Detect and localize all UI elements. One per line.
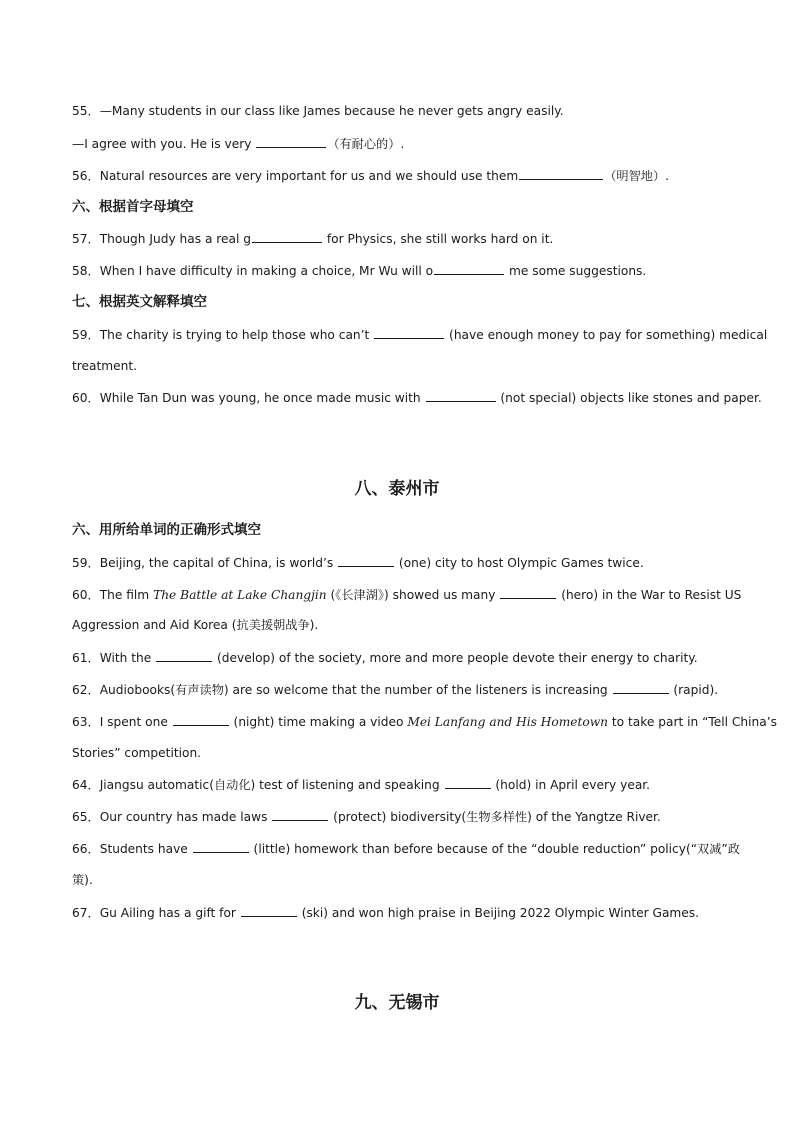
section-title-wuxi: 九、无锡市 — [354, 993, 440, 1013]
question-text: Gu Ailing has a gift for — [99, 906, 240, 920]
question-number: 66． — [72, 842, 100, 856]
answer-blank[interactable] — [193, 840, 249, 853]
answer-blank[interactable] — [500, 586, 556, 599]
question-55-line-1 — [72, 103, 754, 119]
film-title: The Battle at Lake Changjin — [153, 588, 327, 602]
video-title: Mei Lanfang and His Hometown — [407, 715, 609, 729]
question-text: —Many students in our class like James because he never gets angry easily. — [99, 104, 564, 118]
section-heading-word-forms: 六、用所给单词的正确形式填空 — [72, 522, 261, 538]
question-number: 63． — [72, 715, 100, 729]
answer-blank[interactable] — [426, 389, 496, 402]
question-text: Beijing, the capital of China, is world’s — [99, 556, 338, 570]
question-text: When I have difficulty in making a choice, Mr Wu will o — [99, 264, 434, 278]
question-number: 60． — [72, 588, 100, 602]
question-58 — [72, 262, 754, 279]
question-text: Students have — [99, 842, 192, 856]
answer-blank[interactable] — [445, 776, 491, 789]
answer-blank[interactable] — [272, 808, 328, 821]
question-text: The film — [99, 588, 154, 602]
question-text: (hold) in April every year. — [491, 778, 651, 792]
question-number: 65． — [72, 810, 100, 824]
question-text: (little) homework than before because of the “double reduction” policy(“双减”政 — [249, 842, 740, 856]
question-text: me some suggestions. — [505, 264, 647, 278]
answer-blank[interactable] — [434, 262, 504, 275]
question-t63-line-1 — [72, 713, 777, 730]
question-number: 56． — [72, 169, 100, 183]
question-t60-line-2: Aggression and Aid Korea (抗美援朝战争). — [72, 618, 319, 632]
question-t60-line-1 — [72, 586, 754, 603]
question-text: Our country has made laws — [99, 810, 272, 824]
question-text: (rapid). — [669, 683, 719, 697]
answer-blank[interactable] — [256, 135, 326, 148]
question-text: (《长津湖》) showed us many — [326, 588, 500, 602]
question-text: Jiangsu automatic(自动化) test of listening and speaking — [99, 778, 444, 792]
answer-blank[interactable] — [252, 230, 322, 243]
question-text: for Physics, she still works hard on it. — [323, 232, 554, 246]
question-number: 59． — [72, 328, 100, 342]
question-t67 — [72, 904, 754, 921]
question-hint: (have enough money to pay for something) medical — [445, 328, 768, 342]
question-number: 59． — [72, 556, 100, 570]
question-text: (develop) of the society, more and more people devote their energy to charity. — [213, 651, 698, 665]
question-hint: （有耐心的）. — [327, 137, 405, 151]
question-hint: （明智地）. — [604, 169, 670, 183]
question-55-line-2 — [72, 135, 754, 152]
question-t62 — [72, 681, 754, 698]
answer-blank[interactable] — [338, 554, 394, 567]
question-text: to take part in “Tell China’s — [608, 715, 777, 729]
question-t66-line-2: 策). — [72, 873, 93, 887]
question-t65 — [72, 808, 754, 825]
question-number: 57． — [72, 232, 100, 246]
question-56 — [72, 167, 754, 184]
question-t66-line-1 — [72, 840, 754, 857]
question-text: (protect) biodiversity(生物多样性) of the Yangtze River. — [329, 810, 661, 824]
question-number: 64． — [72, 778, 100, 792]
answer-blank[interactable] — [374, 326, 444, 339]
question-text: The charity is trying to help those who can’t — [99, 328, 374, 342]
section-heading-initial-letter: 六、根据首字母填空 — [72, 199, 194, 215]
question-text: Audiobooks(有声读物) are so welcome that the number of the listeners is increasing — [99, 683, 612, 697]
question-text: Natural resources are very important for us and we should use them — [99, 169, 519, 183]
answer-blank[interactable] — [519, 167, 603, 180]
question-number: 55． — [72, 104, 100, 118]
question-t61 — [72, 649, 754, 666]
question-60 — [72, 389, 762, 406]
section-heading-english-definition: 七、根据英文解释填空 — [72, 294, 207, 310]
question-text: While Tan Dun was young, he once made music with — [99, 391, 425, 405]
question-text: (one) city to host Olympic Games twice. — [395, 556, 644, 570]
question-number: 58． — [72, 264, 100, 278]
question-57 — [72, 230, 754, 247]
question-text: (hero) in the War to Resist US — [557, 588, 742, 602]
question-number: 60． — [72, 391, 100, 405]
question-text: (night) time making a video — [229, 715, 408, 729]
question-number: 67． — [72, 906, 100, 920]
question-59-line-1 — [72, 326, 768, 343]
question-number: 62． — [72, 683, 100, 697]
question-text: (ski) and won high praise in Beijing 2022 Olympic Winter Games. — [297, 906, 700, 920]
question-59-line-2: treatment. — [72, 359, 138, 373]
question-t64 — [72, 776, 754, 793]
question-t59 — [72, 554, 754, 571]
section-title-taizhou: 八、泰州市 — [354, 479, 440, 499]
question-text: Though Judy has a real g — [99, 232, 251, 246]
answer-blank[interactable] — [613, 681, 669, 694]
question-text: I spent one — [99, 715, 172, 729]
question-number: 61． — [72, 651, 100, 665]
question-text: With the — [99, 651, 156, 665]
answer-blank[interactable] — [173, 713, 229, 726]
answer-blank[interactable] — [241, 904, 297, 917]
question-hint: (not special) objects like stones and paper. — [496, 391, 762, 405]
answer-blank[interactable] — [156, 649, 212, 662]
question-text: —I agree with you. He is very — [72, 137, 256, 151]
question-t63-line-2: Stories” competition. — [72, 746, 202, 760]
